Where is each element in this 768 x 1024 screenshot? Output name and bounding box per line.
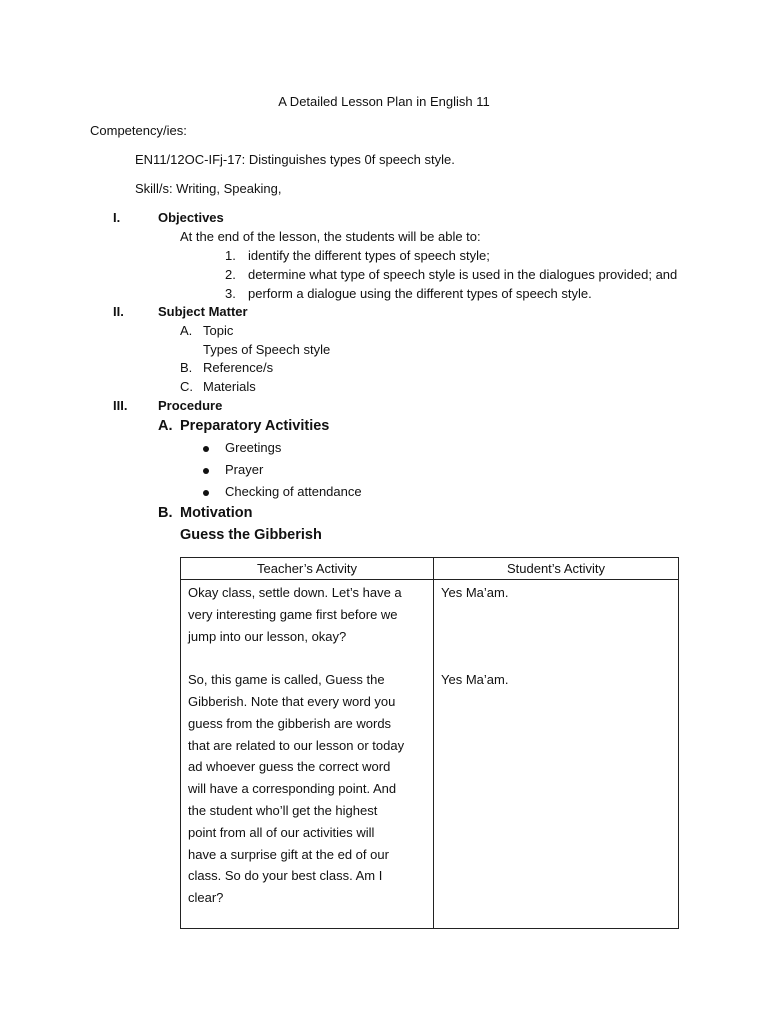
activity-table (180, 557, 679, 929)
section-heading-objectives: Objectives (158, 210, 224, 225)
teacher-line: guess from the gibberish are words (188, 715, 392, 731)
game-title: Guess the Gibberish (180, 527, 322, 543)
motivation-heading: Motivation (180, 505, 253, 521)
teacher-line: that are related to our lesson or today (188, 737, 405, 753)
teacher-activity-header: Teacher’s Activity (181, 558, 434, 580)
preparatory-item: Greetings (225, 440, 282, 455)
table-row (181, 580, 679, 929)
student-line-blank (441, 604, 671, 626)
student-response: Yes Ma’am. (441, 585, 509, 600)
subject-item-materials: Materials (203, 379, 256, 394)
list-number: 2. (225, 267, 236, 282)
page-title: A Detailed Lesson Plan in English 11 (278, 94, 490, 109)
student-line-blank (441, 647, 671, 669)
list-number: 3. (225, 286, 236, 301)
preparatory-item: Prayer (225, 462, 264, 477)
teacher-line: So, this game is called, Guess the (188, 672, 385, 688)
preparatory-item: Checking of attendance (225, 484, 362, 499)
teacher-line-blank (188, 647, 426, 669)
table-header-row (181, 558, 679, 580)
student-activity-header: Student’s Activity (434, 558, 679, 580)
procedure-letter: B. (158, 505, 173, 521)
procedure-letter: A. (158, 418, 173, 434)
subject-item-references: Reference/s (203, 360, 274, 375)
skills-line: Skill/s: Writing, Speaking, (135, 181, 282, 196)
objective-item: perform a dialogue using the different types of speech style. (248, 286, 592, 301)
objective-item: identify the different types of speech style; (248, 248, 490, 263)
competency-label: Competency/ies: (90, 123, 187, 138)
teacher-line: Gibberish. Note that every word you (188, 693, 396, 709)
teacher-line: have a surprise gift at the ed of our (188, 846, 389, 862)
student-response: Yes Ma’am. (441, 672, 509, 688)
teacher-activity-cell (181, 580, 434, 929)
section-numeral: II. (113, 304, 124, 319)
section-numeral: III. (113, 398, 128, 413)
student-activity-cell (434, 580, 679, 929)
section-numeral: I. (113, 210, 121, 225)
list-number: 1. (225, 248, 236, 263)
bullet-icon (203, 468, 209, 474)
objectives-intro: At the end of the lesson, the students will be able to: (180, 229, 481, 244)
topic-value: Types of Speech style (203, 342, 331, 357)
teacher-line: point from all of our activities will (188, 824, 375, 840)
teacher-line: class. So do your best class. Am I (188, 868, 383, 884)
preparatory-activities-heading: Preparatory Activities (180, 418, 330, 434)
objective-item: determine what type of speech style is used in the dialogues provided; and (248, 267, 678, 282)
section-heading-subject-matter: Subject Matter (158, 304, 248, 319)
teacher-line: Okay class, settle down. Let’s have a (188, 585, 402, 600)
subject-letter: A. (180, 323, 193, 338)
teacher-line: very interesting game first before we (188, 606, 398, 622)
subject-letter: B. (180, 360, 193, 375)
competency-code: EN11/12OC-IFj-17: Distinguishes types 0f speech style. (135, 152, 455, 167)
teacher-line: will have a corresponding point. And (188, 781, 397, 797)
teacher-line: jump into our lesson, okay? (188, 628, 347, 644)
subject-letter: C. (180, 379, 193, 394)
student-line-blank (441, 626, 671, 648)
teacher-line: the student who’ll get the highest (188, 802, 378, 818)
bullet-icon (203, 490, 209, 496)
bullet-icon (203, 446, 209, 452)
teacher-line: clear? (188, 890, 224, 906)
section-heading-procedure: Procedure (158, 398, 223, 413)
subject-item-topic: Topic (203, 323, 234, 338)
teacher-line: ad whoever guess the correct word (188, 759, 391, 775)
